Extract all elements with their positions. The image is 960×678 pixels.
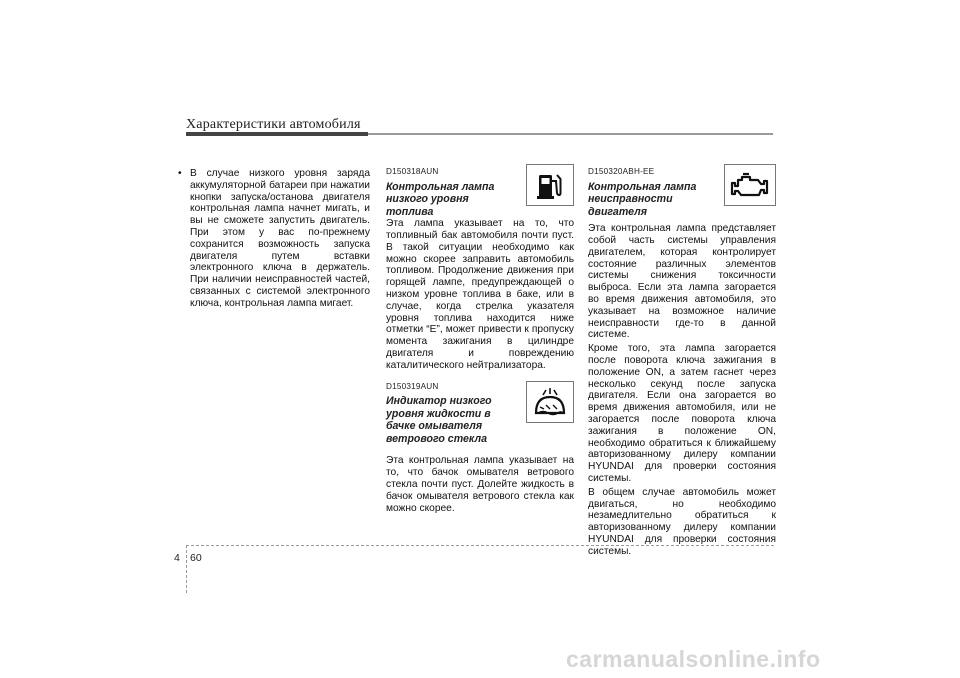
section-fuel-body: Эта лампа указывает на то, что топливный бак автомобиля почти пуст. В такой ситуации необходимо как можно скорее заправить автомобиль топливом. Продолжение движения при горящей лампе, предупреждающей о низком уровне топлива в баке, или в случае, когда стрелка указателя уровня топлива находится ниже отметки “E”, может привести к пропуску момента зажигания в цилиндре двигателя и повреждению каталитического нейтрализатора.	[386, 218, 574, 371]
section-engine-body-1: Эта контрольная лампа представляет собой часть системы управления двигателем, которая контролирует состояние различных элементов системы снижения токсичности выброса. Если эта лампа загорается во время движения автомобиля, это указывает на возможное наличие неисправности где-то в данной системе.	[588, 223, 776, 341]
page-number: 60	[190, 552, 202, 564]
bullet-mark: •	[178, 168, 182, 179]
section-fuel-code: D150318AUN	[386, 167, 439, 176]
section-engine-body-2: Кроме того, эта лампа загорается после поворота ключа зажигания в положение ON, а затем гаснет через несколько секунд после запуска двигателя. Если она загорается во время движения автомобиля, или не загорается после поворота ключа зажигания в положение ON, необходимо обратиться к ближайшему авторизованному дилеру компании HYUNDAI для проверки состояния системы.	[588, 343, 776, 485]
page-header-title: Характеристики автомобиля	[186, 117, 361, 132]
bullet-paragraph	[178, 168, 370, 310]
section-washer-code: D150319AUN	[386, 381, 439, 391]
column-right	[588, 166, 776, 558]
section-engine-body-3: В общем случае автомобиль может двигаться, но необходимо незамедлительно обратиться к авторизованному дилеру компании HYUNDAI для проверки состояния системы.	[588, 486, 776, 557]
column-middle	[386, 166, 574, 514]
section-washer	[386, 381, 574, 515]
bullet-text: В случае низкого уровня заряда аккумуляторной батареи при нажатии кнопки запуска/останова двигателя контрольная лампа начнет мигать, и вы не сможете запустить двигатель. При этом у вас по-прежнему сохранится возможность запуска двигателя путем вставки электронного ключа в держатель. При наличии неисправностей частей, связанных с системой электронного ключа, контрольная лампа мигает.	[190, 168, 370, 309]
section-washer-title: Индикатор низкого уровня жидкости в бачке омывателя ветрового стекла	[386, 395, 492, 445]
washer-fluid-icon	[526, 381, 574, 423]
section-engine-code: D150320ABH-EE	[588, 167, 655, 176]
fuel-pump-icon	[526, 164, 574, 206]
header-bar-dark	[186, 132, 368, 136]
section-washer-body: Эта контрольная лампа указывает на то, что бачок омывателя ветрового стекла почти пуст. Долейте жидкость в бачок омывателя ветрового стекла как можно скорее.	[386, 455, 574, 514]
check-engine-icon	[724, 164, 776, 206]
column-left	[178, 168, 370, 310]
footer-vertical-divider	[186, 545, 187, 593]
header-bar-light	[368, 133, 773, 135]
watermark: carmanualsonline.info	[566, 646, 821, 672]
chapter-number: 4	[174, 552, 180, 564]
section-fuel-head	[386, 166, 574, 218]
section-fuel	[386, 166, 574, 372]
section-engine-head	[588, 166, 776, 218]
section-fuel-title: Контрольная лампа низкого уровня топлива	[386, 180, 495, 218]
footer-divider	[186, 545, 774, 546]
section-washer-head	[386, 381, 574, 446]
section-engine	[588, 166, 776, 558]
section-engine-title: Контрольная лампа неисправности двигателя	[588, 180, 697, 218]
